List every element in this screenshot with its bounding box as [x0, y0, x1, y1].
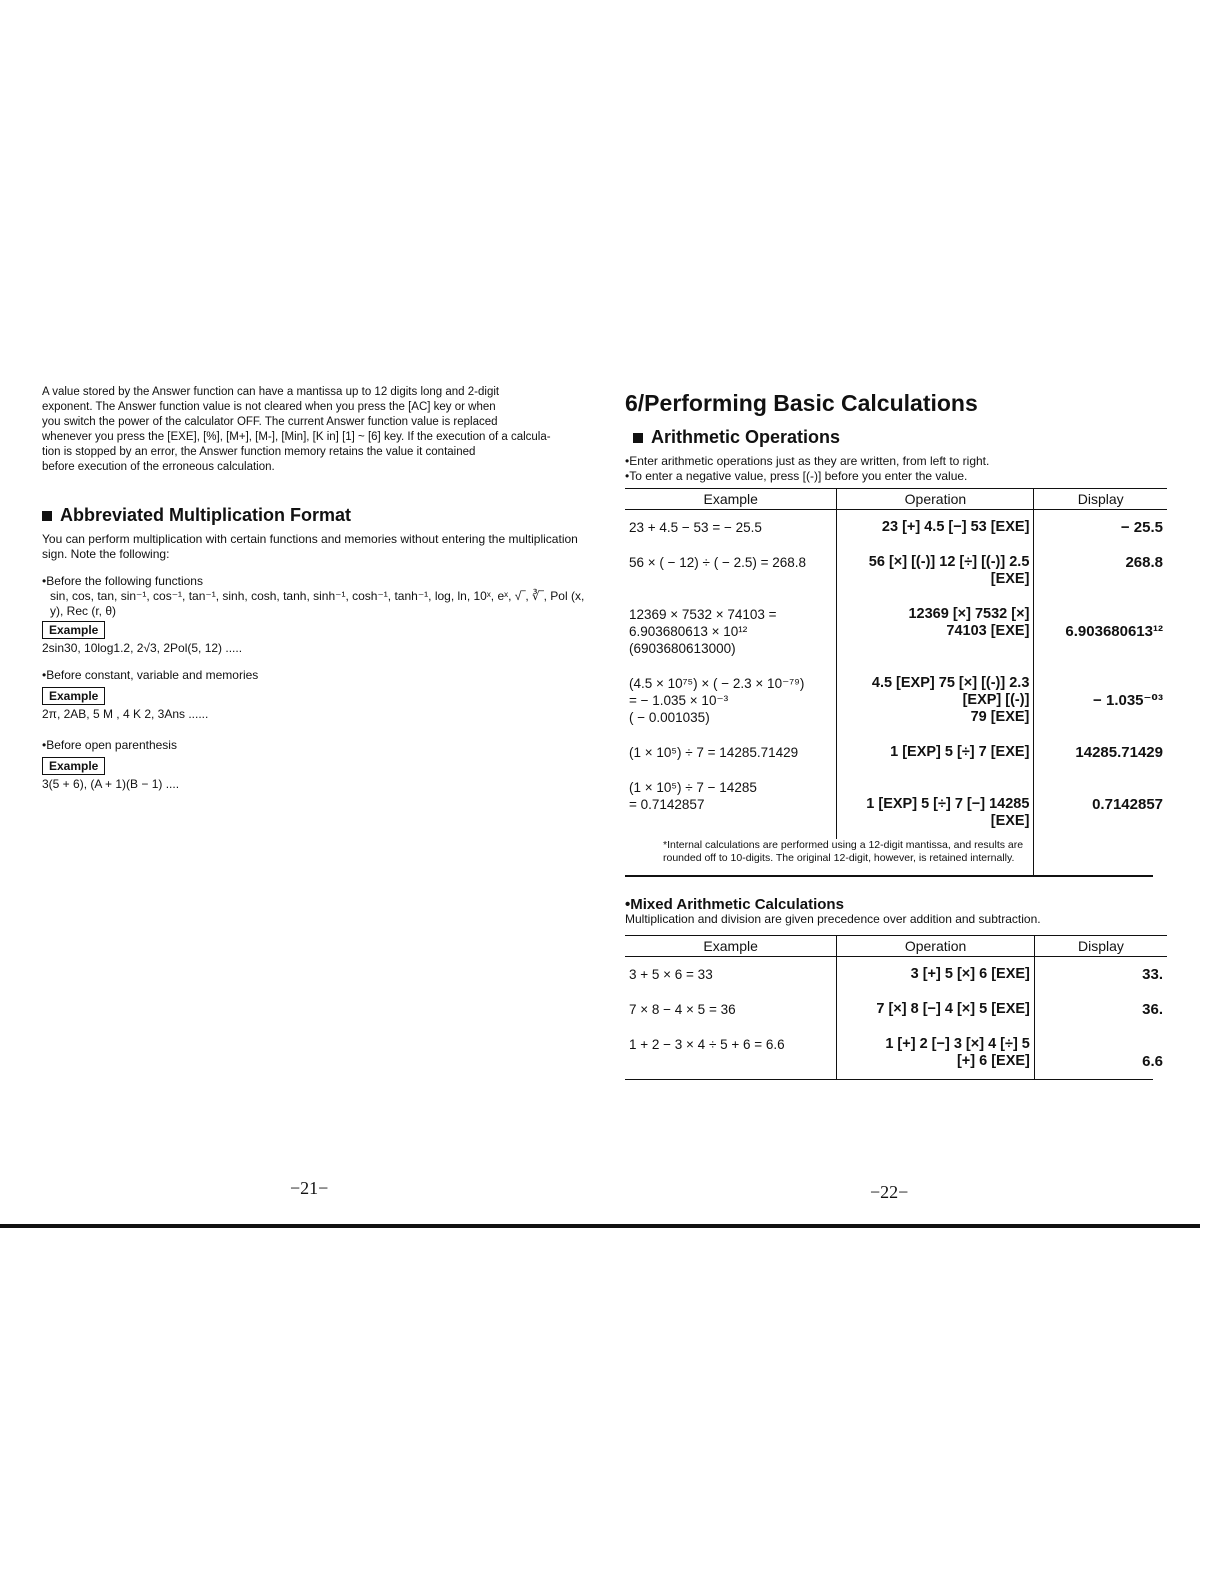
- display-cell: 36.: [1142, 1000, 1163, 1018]
- column-header: Operation: [837, 935, 1035, 956]
- operation-cell: 3 [+] 5 [×] 6 [EXE]: [837, 956, 1035, 992]
- example-cell: 7 × 8 − 4 × 5 = 36: [625, 992, 837, 1027]
- section-intro: You can perform multiplication with certain functions and memories without entering the multiplication sign. Note the following:: [42, 532, 578, 561]
- example-label: Example: [42, 687, 105, 705]
- item-heading: •Before the following functions: [42, 574, 203, 588]
- operation-cell: 56 [×] [(-)] 12 [÷] [(-)] 2.5 [EXE]: [837, 545, 1034, 597]
- table-row: [625, 597, 1167, 666]
- column-header: Display: [1034, 489, 1167, 510]
- display-cell: 0.7142857: [1092, 796, 1163, 813]
- operation-cell: 23 [+] 4.5 [−] 53 [EXE]: [837, 510, 1034, 546]
- item-parenthesis: [42, 738, 587, 792]
- mixed-intro: Multiplication and division are given precedence over addition and subtraction.: [625, 911, 1041, 926]
- operation-cell: 12369 [×] 7532 [×] 74103 [EXE]: [837, 597, 1034, 666]
- table-row: [625, 1027, 1167, 1079]
- page-number-left: −21−: [290, 1178, 329, 1198]
- operation-cell: 1 [+] 2 [−] 3 [×] 4 [÷] 5 [+] 6 [EXE]: [837, 1027, 1035, 1079]
- right-page: [625, 390, 1170, 1080]
- column-header: Example: [625, 935, 837, 956]
- item-heading: •Before constant, variable and memories: [42, 668, 259, 682]
- display-cell: 268.8: [1125, 554, 1163, 571]
- table-row: [625, 956, 1167, 992]
- function-list: sin, cos, tan, sin⁻¹, cos⁻¹, tan⁻¹, sinh, cosh, tanh, sinh⁻¹, cosh⁻¹, tanh⁻¹, log, ln, 10ˣ, eˣ, √‾, ∛‾, Pol (x, y), Rec (r, θ): [50, 589, 585, 618]
- item-constants: [42, 668, 587, 722]
- bullet-line: •To enter a negative value, press [(-)] before you enter the value.: [625, 469, 968, 483]
- example-cell: 3 + 5 × 6 = 33: [625, 956, 837, 992]
- table-row: [625, 666, 1167, 735]
- item-functions: [42, 574, 587, 656]
- operation-cell: 7 [×] 8 [−] 4 [×] 5 [EXE]: [837, 992, 1035, 1027]
- display-cell: 6.903680613¹²: [1065, 623, 1163, 640]
- table-row: [625, 545, 1167, 597]
- table-row: [625, 992, 1167, 1027]
- example-label: Example: [42, 757, 105, 775]
- example-cell: (1 × 10⁵) ÷ 7 = 14285.71429: [625, 735, 837, 770]
- example-cell: 23 + 4.5 − 53 = − 25.5: [625, 510, 837, 546]
- square-bullet-icon: [633, 433, 643, 443]
- operation-cell: 1 [EXP] 5 [÷] 7 [−] 14285 [EXE]: [837, 770, 1034, 839]
- operation-cell: 1 [EXP] 5 [÷] 7 [EXE]: [837, 735, 1034, 770]
- column-header: Display: [1034, 935, 1167, 956]
- display-cell: − 1.035⁻⁰³: [1093, 692, 1163, 709]
- example-label: Example: [42, 621, 105, 639]
- section-heading-arithmetic: Arithmetic Operations: [625, 427, 1170, 448]
- footnote-row: [625, 839, 1167, 875]
- example-cell: 56 × ( − 12) ÷ ( − 2.5) = 268.8: [625, 545, 837, 597]
- square-bullet-icon: [42, 511, 52, 521]
- example-cell: (4.5 × 10⁷⁵) × ( − 2.3 × 10⁻⁷⁹) = − 1.035 × 10⁻³ ( − 0.001035): [625, 666, 837, 735]
- page-number-right: −22−: [870, 1182, 909, 1202]
- table-row: [625, 735, 1167, 770]
- example-cell: 12369 × 7532 × 74103 = 6.903680613 × 10¹² (6903680613000): [625, 597, 837, 666]
- table-bottom-rule: [625, 1079, 1153, 1081]
- spread-bottom-edge: [0, 1224, 1200, 1228]
- display-cell: 6.6: [1142, 1052, 1163, 1070]
- display-cell: − 25.5: [1120, 519, 1163, 536]
- operation-cell: 4.5 [EXP] 75 [×] [(-)] 2.3 [EXP] [(-)] 79 [EXE]: [837, 666, 1034, 735]
- mixed-title: •Mixed Arithmetic Calculations: [625, 895, 844, 913]
- arithmetic-table: [625, 488, 1167, 875]
- example-cell: 1 + 2 − 3 × 4 ÷ 5 + 6 = 6.6: [625, 1027, 837, 1079]
- display-cell: 33.: [1142, 965, 1163, 983]
- column-header: Example: [625, 489, 837, 510]
- item-heading: •Before open parenthesis: [42, 738, 177, 752]
- answer-function-paragraph: A value stored by the Answer function can have a mantissa up to 12 digits long and 2-digit exponent. The Answer function value is not cleared when you press the [AC] key or when you switch the power of the calculator OFF. The current Answer function value is replaced whenever you press the [EXE], [%], [M+], [M-], [Min], [K in] [1] ~ [6] key. If the execution of a calcula- tion is stopped by an error, the Answer function memory retains the value it contained before execution of the erroneous calculation.: [42, 386, 551, 473]
- example-text: 2π, 2AB, 5 M , 4 K 2, 3Ans ......: [42, 707, 209, 721]
- chapter-title: 6/Performing Basic Calculations: [625, 390, 978, 416]
- footnote: *Internal calculations are performed using a 12-digit mantissa, and results are rounded off to 10-digits. The original 12-digit, however, is retained internally.: [625, 839, 1034, 875]
- mixed-table: [625, 935, 1167, 1079]
- example-cell: (1 × 10⁵) ÷ 7 − 14285 = 0.7142857: [625, 770, 837, 839]
- display-cell: 14285.71429: [1075, 744, 1163, 761]
- table-row: [625, 770, 1167, 839]
- example-text: 3(5 + 6), (A + 1)(B − 1) ....: [42, 777, 180, 791]
- table-bottom-rule: [625, 875, 1153, 877]
- table-row: [625, 510, 1167, 546]
- column-header: Operation: [837, 489, 1034, 510]
- example-text: 2sin30, 10log1.2, 2√3, 2Pol(5, 12) .....: [42, 641, 243, 655]
- section-heading-abbreviated-multiplication: Abbreviated Multiplication Format: [42, 505, 587, 526]
- left-page: [42, 385, 587, 792]
- bullet-line: •Enter arithmetic operations just as they are written, from left to right.: [625, 454, 990, 468]
